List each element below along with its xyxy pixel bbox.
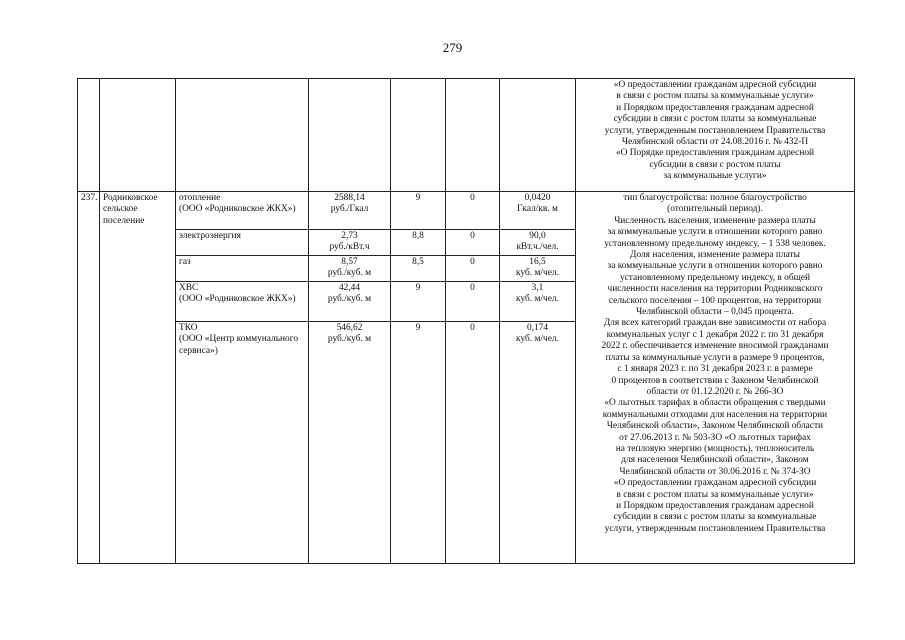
description-line: с 1 января 2023 г. по 31 декабря 2023 г. в размере: [617, 364, 813, 375]
description-line: «О предоставлении гражданам адресной субсидии: [613, 478, 817, 489]
text-line: руб./куб. м: [327, 334, 372, 345]
text-line: кВт.ч./чел.: [516, 242, 559, 253]
text-line: 9: [415, 283, 421, 293]
text-line: газ: [179, 257, 191, 267]
text-line: 9: [415, 323, 421, 333]
description-line: субсидии в связи с ростом платы за коммунальные: [613, 512, 817, 523]
text-line: 90,0: [529, 231, 546, 241]
text-line: куб. м/чел.: [516, 334, 559, 345]
text-line: 2588,14: [334, 193, 365, 203]
description-line: услуги, утвержденным постановлением Правительства: [604, 523, 826, 534]
text-line: электроэнергия: [179, 231, 241, 241]
description-line: «О льготных тарифах в области обращения с твердыми: [604, 398, 826, 409]
tariff-value: [309, 322, 391, 564]
service-name: [176, 256, 309, 282]
tariff-value: [309, 192, 391, 230]
service-name: [176, 230, 309, 256]
text-line: руб./куб. м: [327, 294, 372, 305]
text-line: 8,57: [341, 257, 358, 267]
text-line: руб./Гкал: [330, 204, 369, 215]
text-line: 3,1: [531, 283, 544, 293]
description-line: Челябинской области – 0,045 процента.: [636, 307, 794, 318]
text-line: ТКО: [179, 323, 198, 333]
text-line: 8,5: [412, 257, 424, 267]
entry-description: [576, 192, 855, 564]
text-line: куб. м/чел.: [516, 294, 559, 305]
index-value: [391, 192, 446, 230]
text-line: 0: [470, 323, 475, 333]
text-line: 2,73: [341, 231, 358, 241]
zero-value: [446, 282, 500, 322]
service-name: [176, 282, 309, 322]
text-line: 0: [470, 283, 475, 293]
description-line: для населения Челябинской области», Законом: [621, 455, 809, 466]
entry-number: [78, 192, 100, 564]
description-line: 0 процентов в соответствии с Законом Челябинской: [611, 375, 819, 386]
zero-value: [446, 256, 500, 282]
description-line: области от 01.12.2020 г. № 266-ЗО: [646, 386, 784, 397]
tariff-value: [309, 282, 391, 322]
text-line: 0,0420: [524, 193, 551, 203]
description-line: в связи с ростом платы за коммунальные услуги»: [616, 91, 814, 102]
description-line: Челябинской области», Законом Челябинской области: [606, 421, 824, 432]
description-line: Челябинской области от 30.06.2016 г. № 374-ЗО: [619, 466, 811, 477]
service-row-heating: [78, 192, 855, 230]
page-number: [0, 40, 905, 56]
text-line: (ООО «Родниковское ЖКХ»): [179, 204, 296, 215]
description-line: от 27.06.2013 г. № 503-ЗО «О льготных тарифах: [619, 432, 811, 443]
description-line: платы за коммунальные услуги в размере 9 процентов,: [605, 352, 825, 363]
text-line: 546,62: [336, 323, 363, 333]
text-line: 16,5: [529, 257, 546, 267]
norm-value: [500, 256, 576, 282]
text-line: 42,44: [338, 283, 361, 293]
text-line: отопление: [179, 193, 221, 203]
text-line: 0: [470, 231, 475, 241]
description-line: Доля населения, изменение размера платы: [630, 250, 800, 261]
description-line: 2022 г. обеспечивается изменение вносимой гражданами: [601, 341, 829, 352]
text-line: 0,174: [526, 323, 549, 333]
description-line: субсидии в связи с ростом платы за коммунальные: [613, 114, 817, 125]
zero-value: [446, 230, 500, 256]
text-line: (ООО «Родниковское ЖКХ»): [179, 294, 296, 305]
text-line: 9: [415, 193, 421, 203]
service-name: [176, 322, 309, 564]
text-line: Родниковское сельское поселение: [103, 193, 158, 226]
description-line: Для всех категорий граждан вне зависимости от набора: [603, 318, 827, 329]
text-line: (ООО «Центр коммунального сервиса»): [179, 334, 299, 356]
tariff-table: [77, 78, 855, 564]
description-line: Численность населения, изменение размера платы: [614, 215, 816, 226]
text-line: ХВС: [179, 283, 199, 293]
description-line: и Порядком предоставления гражданам адресной: [616, 102, 814, 113]
continuation-row: [78, 79, 855, 192]
description-line: «О предоставлении гражданам адресной субсидии: [613, 80, 817, 90]
norm-value: [500, 282, 576, 322]
norm-value: [500, 322, 576, 564]
description-line: на тепловую энергию (мощность), теплоноситель: [615, 443, 815, 454]
description-line: сельского поселения – 100 процентов, на территории: [608, 295, 822, 306]
description-line: за коммунальные услуги в отношении которого равно: [607, 227, 823, 238]
norm-value: [500, 192, 576, 230]
tariff-value: [309, 230, 391, 256]
description-line: за коммунальные услуги в отношении которого равно: [607, 261, 823, 272]
text-line: куб. м/чел.: [516, 268, 559, 279]
service-name: [176, 192, 309, 230]
description-line: за коммунальные услуги»: [663, 171, 767, 182]
index-value: [391, 256, 446, 282]
norm-value: [500, 230, 576, 256]
description-line: установленному предельному индексу, – 1 538 человек.: [604, 238, 826, 249]
index-value: [391, 230, 446, 256]
text-line: 237.: [81, 193, 98, 203]
description-line: и Порядком предоставления гражданам адресной: [616, 500, 814, 511]
description-line: численности населения на территории Родниковского: [607, 284, 823, 295]
text-line: 279: [442, 40, 463, 55]
index-value: [391, 282, 446, 322]
continuation-description: [576, 79, 855, 192]
index-value: [391, 322, 446, 564]
description-line: услуги, утвержденным постановлением Правительства: [604, 125, 826, 136]
description-line: Челябинской области от 24.08.2016 г. № 432-П: [621, 137, 809, 148]
text-line: руб./куб. м: [327, 268, 372, 279]
description-line: «О Порядке предоставления гражданам адресной: [615, 148, 815, 159]
settlement-name: [100, 192, 176, 564]
description-line: тип благоустройства: полное благоустройство: [623, 193, 807, 203]
description-line: установленному предельному индексу, в общей: [619, 272, 811, 283]
description-line: коммунальными отходами для населения на территории: [602, 409, 828, 420]
description-line: в связи с ростом платы за коммунальные услуги»: [616, 489, 814, 500]
description-line: коммунальных услуг с 1 декабря 2022 г. по 31 декабря: [606, 329, 824, 340]
description-line: субсидии в связи с ростом платы: [649, 159, 781, 170]
tariff-value: [309, 256, 391, 282]
text-line: 0: [470, 193, 475, 203]
text-line: 0: [470, 257, 475, 267]
zero-value: [446, 322, 500, 564]
description-line: (отопительный период).: [667, 204, 763, 215]
zero-value: [446, 192, 500, 230]
text-line: руб./кВт.ч: [329, 242, 370, 253]
text-line: Гкал/кв. м: [517, 204, 558, 215]
text-line: 8,8: [412, 231, 424, 241]
